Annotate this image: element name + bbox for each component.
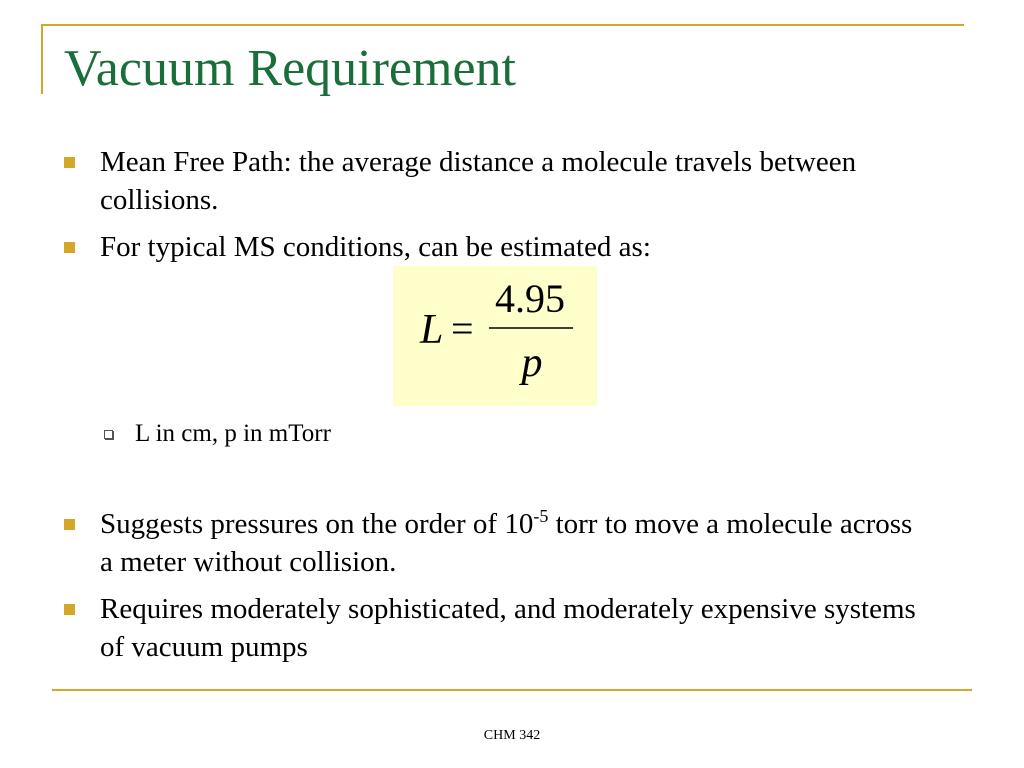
bullet-ms-conditions	[64, 228, 924, 266]
square-bullet-icon	[64, 157, 75, 168]
top-border-line	[41, 24, 964, 26]
formula-numerator: 4.95	[495, 276, 565, 321]
formula-equals: =	[451, 306, 474, 351]
slide-footer: CHM 342	[483, 728, 541, 743]
bullet-text	[100, 505, 924, 581]
bullet-text: Requires moderately sophisticated, and moderately expensive systems of vacuum pumps	[100, 593, 916, 663]
formula-denominator: p	[521, 340, 543, 386]
sub-bullet-text: L in cm, p in mTorr	[135, 420, 331, 447]
sub-bullet-units	[104, 418, 331, 450]
bullet-text: For typical MS conditions, can be estimated as:	[100, 231, 651, 263]
hollow-square-bullet-icon	[104, 430, 113, 439]
bullet-text-after: torr to move a molecule across a meter without collision.	[100, 508, 913, 578]
formula-graphic	[393, 266, 597, 406]
bottom-border-line	[52, 689, 972, 691]
square-bullet-icon	[64, 604, 75, 615]
bullet-text: Mean Free Path: the average distance a molecule travels between collisions.	[100, 146, 857, 216]
formula-lhs: L	[420, 307, 444, 353]
bullet-pressure-estimate	[64, 505, 924, 581]
exponent: -5	[533, 506, 549, 526]
square-bullet-icon	[64, 242, 75, 253]
bullet-text-before: Suggests pressures on the order of 10	[100, 508, 534, 540]
square-bullet-icon	[64, 519, 75, 530]
mean-free-path-formula	[393, 266, 597, 406]
slide-title: Vacuum Requirement	[64, 40, 516, 97]
bullet-mean-free-path	[64, 143, 924, 219]
bullet-vacuum-pumps	[64, 590, 924, 666]
left-border-line	[41, 24, 43, 94]
